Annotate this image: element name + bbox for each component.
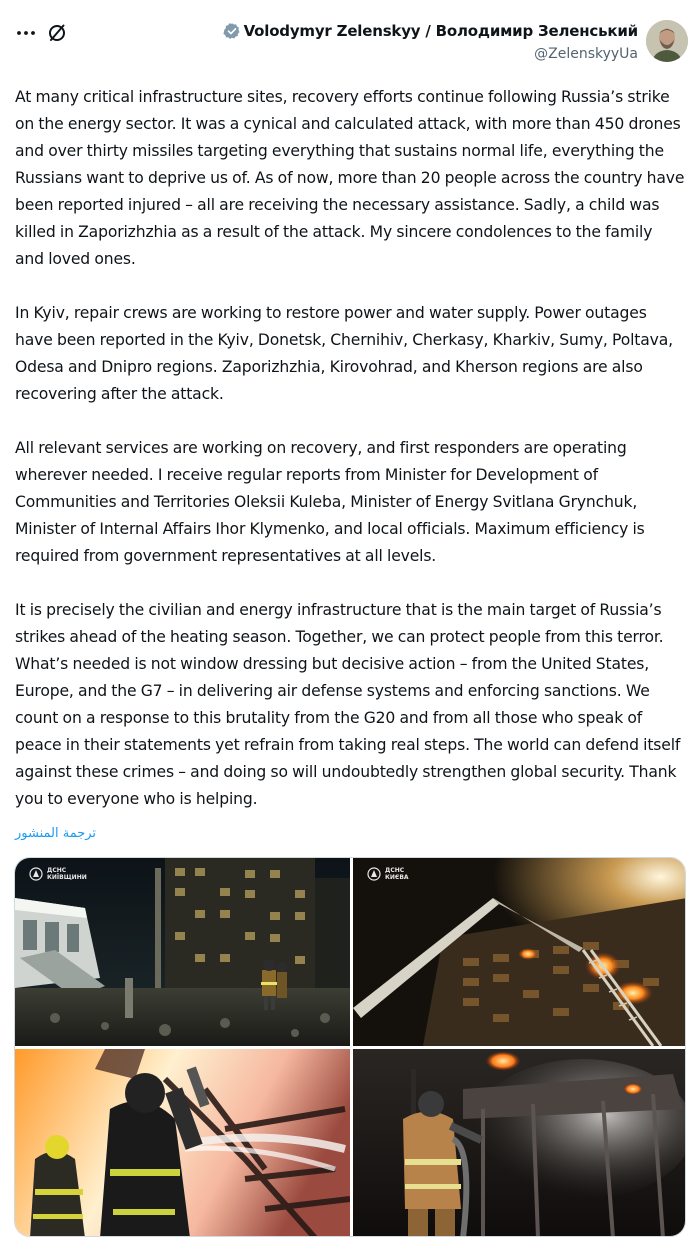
photo-firefighter-burning-structure[interactable] <box>353 1049 686 1237</box>
post-paragraph-2: In Kyiv, repair crews are working to restore power and water supply. Power outages have been reported in the Kyiv, Donetsk, Chernihiv, Cherkasy, Kharkiv, Sumy, Poltava, Odesa and Dnipro regions. Zaporizhzhia, Kirovohrad, and Kherson regions are also recovering after the attack. <box>15 304 673 403</box>
block-icon <box>47 23 67 43</box>
media-grid <box>14 857 686 1237</box>
photo-damaged-building-night[interactable] <box>15 858 350 1046</box>
author-info[interactable] <box>223 22 638 62</box>
post-paragraph-3: All relevant services are working on recovery, and first responders are operating wherever needed. I receive regular reports from Minister for Development of Communities and Territories Oleksii Kuleba, Minister of Energy Svitlana Grynchuk, Minister of Internal Affairs Ihor Klymenko, and local officials. Maximum efficiency is required from government representatives at all levels. <box>15 439 645 565</box>
block-button[interactable] <box>46 22 68 44</box>
photo-crane-burning-building[interactable] <box>353 858 686 1046</box>
dsns-logo-icon <box>367 867 381 881</box>
post-paragraph-4: It is precisely the civilian and energy infrastructure that is the main target of Russia’s strikes ahead of the heating season. Together, we can protect people from this terror. What’s needed is not window dressing but decisive action – from the United States, Europe, and the G7 – in delivering air defense systems and enforcing sanctions. We count on a response to this brutality from the G20 and from all those who speak of peace in their statements yet refrain from taking real steps. The world can defend itself against these crimes – and doing so will undoubtedly strengthen global security. Thank you to everyone who is helping. <box>15 601 681 808</box>
photo-watermark <box>367 867 409 881</box>
author-name[interactable]: Volodymyr Zelenskyy / Володимир Зеленський <box>243 22 638 40</box>
photo-watermark <box>29 867 87 881</box>
more-horizontal-icon <box>16 30 36 36</box>
photo-firefighters-spraying[interactable] <box>15 1049 350 1237</box>
post-text <box>15 84 685 813</box>
translate-post-link[interactable]: ترجمة المنشور <box>15 826 97 841</box>
avatar[interactable] <box>646 20 688 62</box>
dsns-logo-icon <box>29 867 43 881</box>
post-header <box>0 0 700 80</box>
watermark-text: ДСНС КИЇВЩИНИ <box>47 867 87 881</box>
verified-badge-icon <box>223 22 241 40</box>
watermark-text: ДСНС КИЄВА <box>385 867 409 881</box>
more-options-button[interactable] <box>15 22 37 44</box>
avatar-image <box>646 20 688 62</box>
author-handle[interactable]: @ZelenskyyUa <box>534 46 638 62</box>
post-paragraph-1: At many critical infrastructure sites, recovery efforts continue following Russia’s strike on the energy sector. It was a cynical and calculated attack, with more than 450 drones and over thirty missiles targeting everything that sustains normal life, everything the Russians want to deprive us of. As of now, more than 20 people across the country have been reported injured – all are receiving the necessary assistance. Sadly, a child was killed in Zaporizhzhia as a result of the attack. My sincere condolences to the family and loved ones. <box>15 88 685 268</box>
author-name-row <box>223 22 638 40</box>
